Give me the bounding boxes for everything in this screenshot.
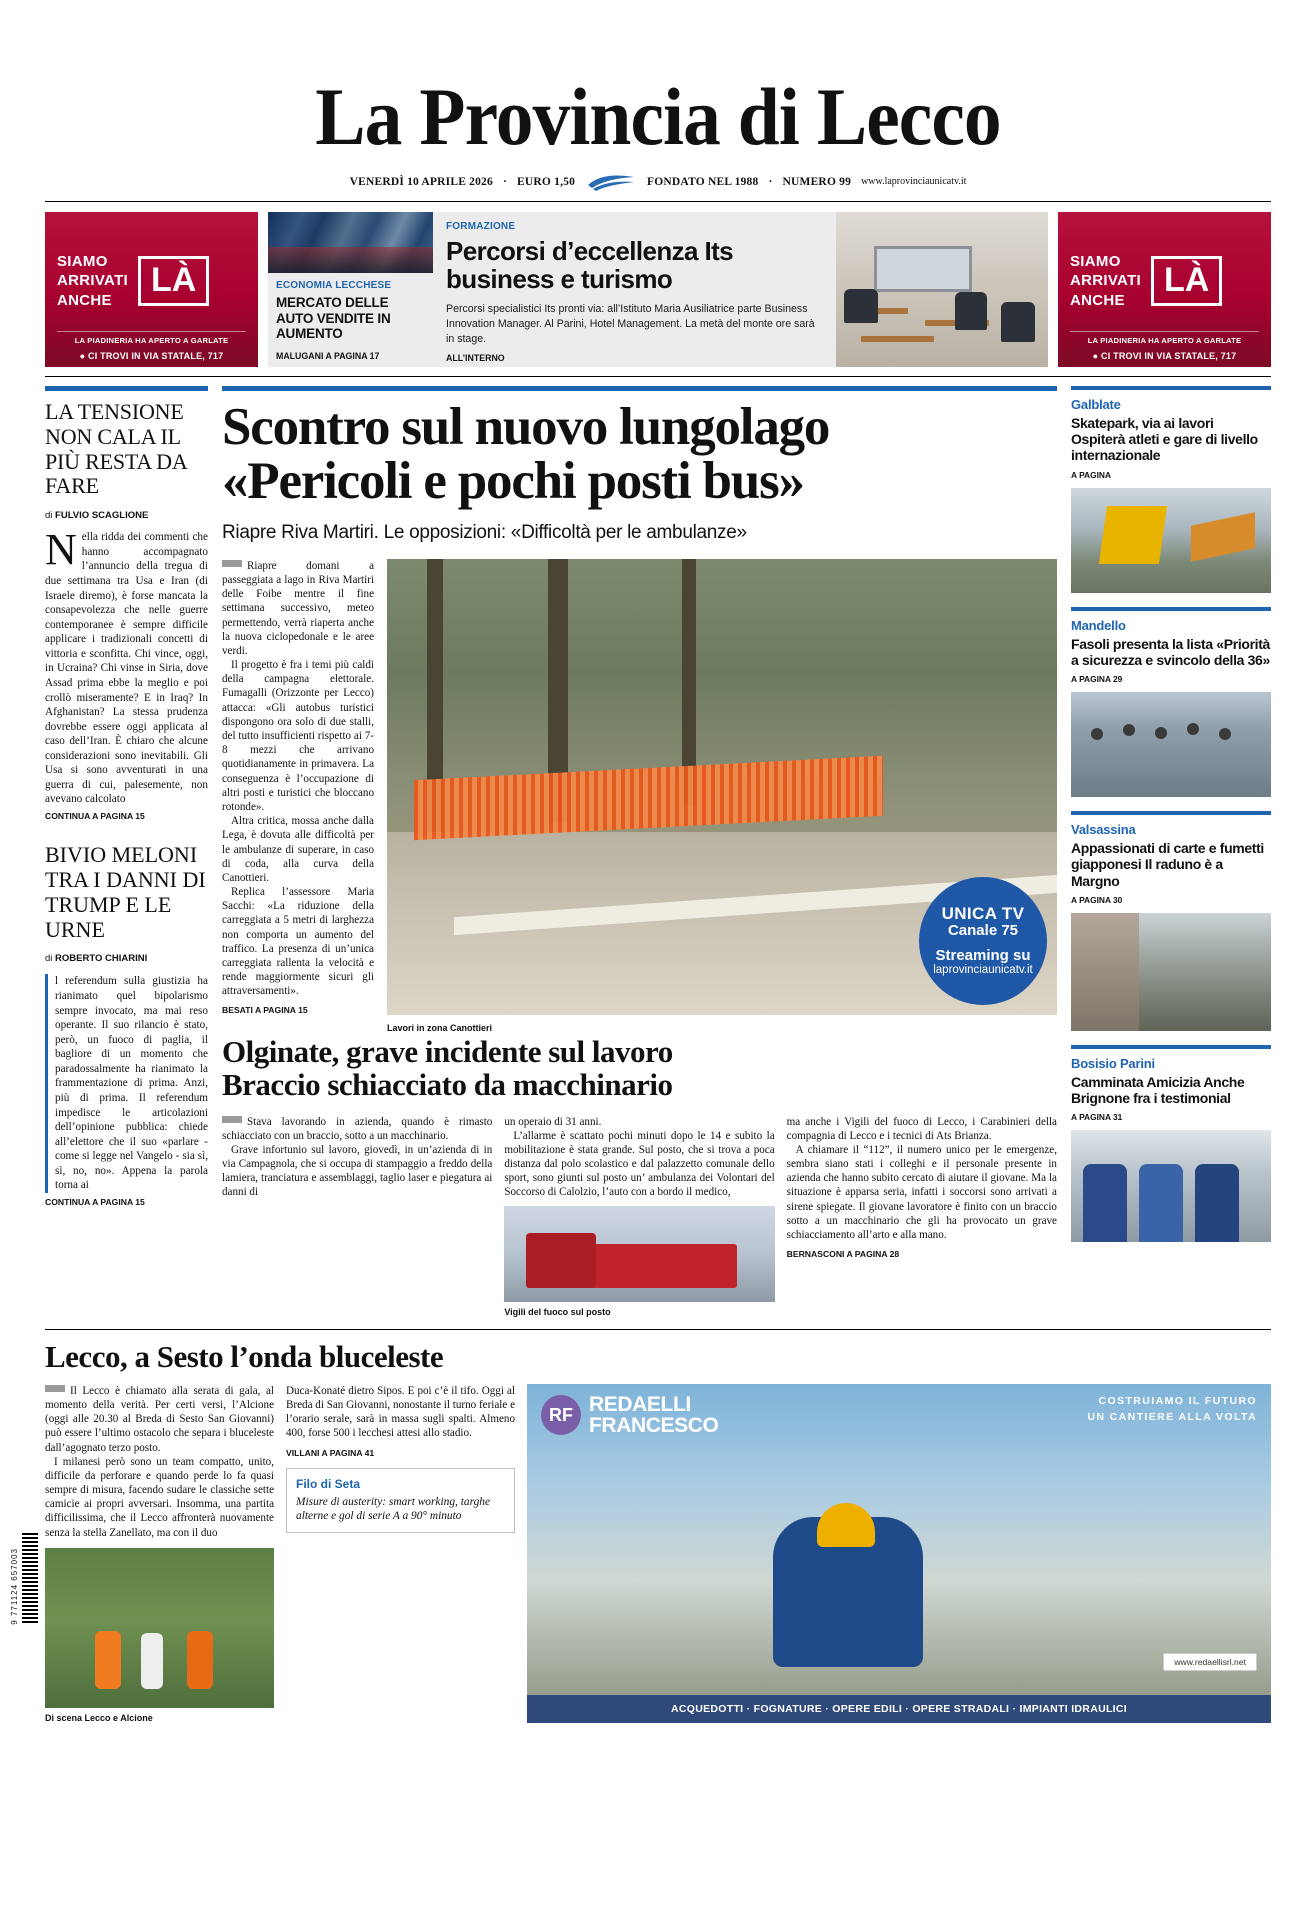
fire-truck-cab-shape [526, 1233, 596, 1289]
classroom-photo [836, 212, 1048, 367]
strip-divider [45, 376, 1271, 377]
promo-economy-byline: MALUGANI A PAGINA 17 [276, 350, 380, 361]
story2-column-1 [222, 1115, 492, 1317]
story2-columns [222, 1115, 1057, 1317]
sidebar-headline: Skatepark, via ai lavori Ospiterà atleti e gare di livello internazionale [1071, 414, 1258, 464]
athlete-shape [1083, 1164, 1127, 1242]
stone-wall-shape [1071, 913, 1139, 1031]
sidebar-kicker: Mandello [1071, 617, 1126, 633]
advert-piadineria-right[interactable] [1058, 212, 1271, 367]
advert-right-address-text: CI TROVI IN VIA STATALE, 717 [1101, 350, 1237, 361]
advert-left-address [45, 351, 258, 361]
sidebar-headline: Appassionati di carte e fumetti giapponesi Il raduno è a Margno [1071, 840, 1264, 889]
unica-tv-badge[interactable] [919, 877, 1047, 1005]
student-shape [844, 289, 878, 323]
advert-redaelli[interactable] [527, 1384, 1271, 1723]
story2-photo-caption: Vigili del fuoco sul posto [504, 1306, 611, 1317]
masthead-divider [45, 201, 1271, 202]
advert-right-address [1058, 351, 1271, 361]
sport-column-1 [45, 1384, 274, 1723]
opinion-2-by-prefix: di [45, 953, 53, 965]
sport-paragraph-text: Il Lecco è chiamato alla serata di gala, al momento della verità. Per certi versi, l’Alcione (oggi alle 20.30 al Breda di Sesto San Giovanni) può essere l’ultimo ostacolo che separa i bluceleste dall’agognato terzo posto. [45, 1384, 274, 1454]
issue-number: NUMERO 99 [782, 175, 852, 188]
opinion-1-dropcap: N [45, 525, 77, 575]
advert-left-footnote: LA PIADINERIA HA APERTO A GARLATE [57, 331, 246, 345]
tv-badge-line-3: Streaming su [935, 946, 1031, 964]
story2-paragraph: A chiamare il “112”, il numero unico per le emergenze, sembra siano stati i colleghi e il personale presente in azienda che hanno subito cercato di aiutare il giovane. Ma la situazione è apparsa seria, infatti i soccorsi sono arrivati a sirene spiegate. Il giovane lavoratore è finito con un braccio sotto a un macchinario che gli ha provocato un grave schiacciamento all’arto e alla mano. [786, 1143, 1057, 1242]
filo-body: Misure di austerity: smart working, targhe alterne e gol di serie A a 90° minuto [296, 1495, 491, 1523]
sidebar-page-ref[interactable]: A PAGINA 31 [1071, 1112, 1123, 1123]
opinion-1-author: FULVIO SCAGLIONE [55, 510, 149, 522]
advert-redaelli-url[interactable]: www.redaellisrl.net [1163, 1653, 1257, 1671]
sport-grid [45, 1384, 1271, 1723]
promo-box [268, 212, 1048, 367]
sport-text-area [45, 1384, 515, 1723]
student-shape [955, 292, 987, 329]
barcode-number: 9 771124 657003 [10, 1548, 19, 1625]
barcode-bars-icon [22, 1533, 38, 1625]
sidebar-kicker: Bosisio Parini [1071, 1055, 1155, 1071]
story2-headline-line-1[interactable]: Olginate, grave incidente sul lavoro [222, 1033, 673, 1069]
opinion-1-byline [45, 510, 208, 521]
cover-price: EURO 1,50 [517, 175, 576, 188]
whiteboard-shape [874, 246, 972, 293]
advert-left-inner [57, 252, 246, 311]
village-alley-photo [1071, 913, 1271, 1031]
advert-redaelli-header [541, 1394, 1257, 1437]
orange-safety-fence-shape [414, 756, 883, 841]
website-url[interactable]: www.laprovinciaunicatv.it [861, 176, 967, 188]
sidebar-rule [1071, 1045, 1271, 1049]
lead-photo-caption: Lavori in zona Canottieri [387, 1022, 493, 1033]
story2-column-3 [787, 1115, 1057, 1317]
story2-column-2 [504, 1115, 774, 1317]
advert-left-address-text: CI TROVI IN VIA STATALE, 717 [88, 350, 224, 361]
opinion-2 [45, 843, 208, 1207]
advert-redaelli-name [589, 1394, 718, 1437]
tv-badge-line-1: UNICA TV [941, 903, 1025, 923]
story2-headline-line-2[interactable]: Braccio schiacciato da macchinario [222, 1067, 673, 1103]
person-head-shape [1123, 724, 1135, 736]
promo-economy-text [268, 273, 433, 367]
opinion-2-continue[interactable]: CONTINUA A PAGINA 15 [45, 1196, 145, 1207]
advert-left-slogan [57, 252, 128, 311]
skatepark-construction-photo [1071, 488, 1271, 593]
person-head-shape [1091, 728, 1103, 740]
opinion-1-body [45, 525, 208, 807]
dateline-separator-1: · [502, 175, 508, 188]
opinion-2-author: ROBERTO CHIARINI [55, 953, 148, 965]
tv-badge-line-4: laprovinciaunicatv.it [933, 964, 1033, 977]
advert-right-line-1: SIAMO [1070, 252, 1121, 270]
skate-ramp-shape [1191, 512, 1255, 561]
person-head-shape [1219, 728, 1231, 740]
player-shape [95, 1631, 121, 1689]
advert-right-line-2: ARRIVATI [1070, 272, 1142, 290]
sidebar-page-ref[interactable]: A PAGINA 30 [1071, 894, 1123, 905]
filo-di-seta-box[interactable] [286, 1468, 515, 1534]
fire-truck-photo [504, 1206, 774, 1302]
lead-subheadline: Riapre Riva Martiri. Le opposizioni: «Difficoltà per le ambulanze» [222, 521, 747, 543]
advert-redaelli-tag-line-1: COSTRUIAMO IL FUTURO [1098, 1394, 1257, 1407]
lead-story-column [222, 386, 1057, 1317]
dateline-separator-2: · [768, 175, 773, 188]
story2-paragraph: un operaio di 31 anni. [504, 1115, 602, 1128]
promo-formazione-item[interactable] [433, 212, 836, 367]
opinion-top-rule [45, 386, 208, 391]
sidebar-item-mandello[interactable] [1071, 607, 1271, 797]
promo-formazione-headline: Percorsi d’eccellenza Its business e turismo [446, 235, 734, 294]
lead-headline-line-2[interactable]: «Pericoli e pochi posti bus» [222, 451, 804, 510]
player-shape [187, 1631, 213, 1689]
advert-redaelli-services: ACQUEDOTTI · FOGNATURE · OPERE EDILI · OPERE STRADALI · IMPIANTI IDRAULICI [527, 1695, 1271, 1723]
story2-paragraph: L’allarme è scattato pochi minuti dopo le 14 e subito la mobilitazione è stata grande. Sul posto, che si trova a poca distanza dal polo scolastico e dal palazzetto comunale dello sport, sono giunti sul posto un’ ambulanza dei Volontari del Soccorso di Calolzio, l’auto con a bordo il medico, [504, 1129, 775, 1199]
lead-paragraph: Altra critica, mossa anche dalla Lega, è dovuta alle difficoltà per le ambulanze di superare, in caso di coda, alla curva della Canottieri. [222, 815, 374, 884]
sidebar-headline: Fasoli presenta la lista «Priorità a sicurezza e svincolo della 36» [1071, 635, 1270, 668]
story2-byline[interactable]: BERNASCONI A PAGINA 28 [786, 1249, 900, 1260]
paragraph-marker-icon [222, 560, 242, 567]
promo-economy-headline: MERCATO DELLE AUTO VENDITE IN AUMENTO [276, 294, 391, 342]
lead-paragraph [222, 559, 374, 658]
athletes-photo [1071, 1130, 1271, 1242]
lead-body-wrap [222, 559, 1057, 1033]
sidebar-item-bosisio-parini[interactable] [1071, 1045, 1271, 1242]
advert-left-line-1: SIAMO [57, 252, 108, 270]
sidebar-rule [1071, 811, 1271, 815]
story2-paragraph-text: Stava lavorando in azienda, quando è rimasto schiacciato con un braccio, sotto a un macchinario. [222, 1115, 493, 1142]
sport-paragraph: I milanesi però sono un team compatto, unito, difficile da perforare e quando perde lo fa quasi sempre di misura, facendo sudare le classiche sette camicie ai propri avversari. Insomma, una partita difficilissima, che il Lecco affronterà nuovamente senza la stella Zanellato, ma con il duo [45, 1455, 274, 1539]
sidebar-column [1071, 386, 1271, 1317]
paragraph-marker-icon [222, 1116, 242, 1123]
lead-top-rule [222, 386, 1057, 391]
football-match-photo [45, 1548, 274, 1708]
lead-byline[interactable]: BESATI A PAGINA 15 [222, 1004, 308, 1015]
lead-headline-line-1[interactable]: Scontro sul nuovo lungolago [222, 397, 830, 456]
filo-title: Filo di Seta [296, 1476, 361, 1491]
paragraph-marker-icon [45, 1385, 65, 1392]
founded-year: FONDATO NEL 1988 [647, 175, 759, 188]
sport-column-2 [286, 1384, 515, 1723]
opinion-2-title[interactable]: BIVIO MELONI TRA I DANNI DI TRUMP E LE URNE [45, 842, 206, 942]
story2-paragraph: Grave infortunio sul lavoro, giovedì, in un’azienda di in via Campagnola, che si occupa di stampaggio a freddo della lamiera, tranciatura e assemblaggi, taglio laser e piegatura ai danni di [222, 1143, 493, 1199]
opinion-2-accent-bar [45, 974, 48, 1192]
opinion-2-body-wrap [45, 974, 208, 1192]
advert-right-line-3: ANCHE [1070, 292, 1125, 310]
sidebar-item-valsassina[interactable] [1071, 811, 1271, 1031]
advert-right-slogan [1070, 252, 1141, 311]
opinion-1-continue[interactable]: CONTINUA A PAGINA 15 [45, 811, 145, 822]
opinion-1-title[interactable]: LA TENSIONE NON CALA IL PIÙ RESTA DA FARE [45, 398, 187, 499]
sidebar-page-ref[interactable]: A PAGINA 29 [1071, 674, 1123, 685]
advert-right-footnote: LA PIADINERIA HA APERTO A GARLATE [1070, 331, 1259, 345]
person-head-shape [1155, 727, 1167, 739]
lead-paragraph: Replica l’assessore Maria Sacchi: «La riduzione della carreggiata a 5 metri di larghezza non comporta un aumento del traffico. La presenza di un’unica carreggiata rallenta la velocità e rende maggiormente sicuri gli attraversamenti». [222, 886, 374, 998]
main-content-grid [45, 386, 1271, 1317]
safety-helmet-shape [817, 1503, 875, 1547]
advert-piadineria-left[interactable] [45, 212, 258, 367]
sport-section [45, 1340, 1271, 1723]
lead-paragraph-text: Riapre domani a passeggiata a lago in Riva Martiri delle Foibe mentre il fine settimana successivo, meteo permettendo, verrà riaperta anche la nuova ciclopedonale e le aree verdi. [222, 559, 374, 657]
athlete-shape [1139, 1164, 1183, 1242]
advert-redaelli-name-line-1: REDAELLI [589, 1392, 691, 1416]
location-pin-icon: ● [1092, 350, 1099, 361]
advert-right-inner [1070, 252, 1259, 311]
promo-economy-kicker: ECONOMIA LECCHESE [276, 279, 392, 291]
promo-economy-item[interactable] [268, 212, 433, 367]
sidebar-rule [1071, 386, 1271, 390]
wave-logo-icon [585, 172, 637, 192]
sport-byline[interactable]: VILLANI A PAGINA 41 [286, 1447, 375, 1458]
excavator-shape [1099, 506, 1167, 564]
advert-left-line-3: ANCHE [57, 292, 112, 310]
story2-paragraph: ma anche i Vigili del fuoco di Lecco, i Carabinieri della compagnia di Lecco e i tecnici di Ats Brianza. [786, 1115, 1057, 1142]
opinion-2-body: l referendum sulla giustizia ha rianimato quel bipolarismo sempre invocato, ma mai reso operante. Il suo rilancio è stato, però, un fuoco di paglia, il bagliore di un momento che paradossalmente ha rianimato la frammentazione di prima. Anzi, più di prima. Il referendum impedisce le articolazioni dell’opinione pubblica: chiede all’elettore che il suo «parlare - come si legge nel Vangelo - sia sì, sì, no, no». Appena la parola torna ai [55, 975, 208, 1192]
dateline [45, 172, 1271, 192]
masthead [45, 0, 1271, 202]
parked-cars-photo [268, 212, 433, 273]
advert-redaelli-tag-line-2: UN CANTIERE ALLA VOLTA [1087, 1410, 1257, 1423]
lead-text-column [222, 559, 374, 1015]
advert-redaelli-tagline [1087, 1394, 1257, 1426]
publication-date: VENERDÌ 10 APRILE 2026 [349, 175, 493, 188]
opinion-1-text: ella ridda dei commenti che hanno accompagnato l’annuncio della tregua di due settimana tra Usa e Iran (di Israele diremo), è forse mancata la consapevolezza che nelle guerre contemporanee è sempre difficile applicare i tradizionali concetti di vittoria e sconfitta. Chi vince, oggi, in Ucraina? Chi vinse in Siria, dove Assad prima ebbe la meglio e poi crollò miseramente? E in Iraq? In Afghanistan? La stessa prudenza dovrebbe essere oggi applicata al caso dell’Iran. È chiaro che alcune considerazioni sono inevitabili. Gli Usa si sono avventurati in una guerra di cui, palesemente, non avevano calcolato [45, 531, 208, 806]
person-head-shape [1187, 723, 1199, 735]
opinion-column [45, 386, 208, 1317]
advert-left-badge: LÀ [138, 256, 209, 306]
student-shape [1001, 302, 1035, 342]
lead-paragraph: Il progetto è fra i temi più caldi della campagna elettorale. Fumagalli (Orizzonte per Lecco) attacca: «Gli autobus turistici dispongono ora solo di due stalli, del tutto insufficienti rispetto ai 7-8 mezzi che arrivano quotidianamente in primavera. La conseguenza è l’occupazione di altri posti e turistici che bloccano rotonde». [222, 659, 374, 813]
player-shape [141, 1633, 163, 1689]
sport-paragraph: Duca-Konaté dietro Sipos. E poi c’è il tifo. Oggi al Breda di San Giovanni, nonostante il turno feriale e l’orario serale, sarà in massa sugli spalti. Almeno 400, forse 500 i lecchesi attesi allo stadio. [286, 1384, 515, 1440]
athlete-shape [1195, 1164, 1239, 1242]
sidebar-rule [1071, 607, 1271, 611]
opinion-2-byline [45, 953, 208, 964]
candidates-group-photo [1071, 692, 1271, 797]
sidebar-item-galblate[interactable] [1071, 386, 1271, 593]
advert-redaelli-name-line-2: FRANCESCO [589, 1414, 719, 1438]
sidebar-kicker: Galblate [1071, 396, 1121, 412]
opinion-1-by-prefix: di [45, 510, 53, 522]
sport-divider [45, 1329, 1271, 1330]
story-olginate [222, 1035, 1057, 1317]
advert-right-badge: LÀ [1151, 256, 1222, 306]
sport-headline[interactable]: Lecco, a Sesto l’onda bluceleste [45, 1338, 444, 1374]
promo-formazione-footer: ALL’INTERNO [446, 353, 505, 364]
top-promo-strip [45, 212, 1271, 367]
promo-formazione-kicker: FORMAZIONE [446, 220, 516, 232]
lakefront-roadworks-photo [387, 559, 1057, 1033]
promo-formazione-body: Percorsi specialistici Its pronti via: all’Istituto Maria Ausiliatrice parte Business Innovation Manager. Al Parini, Hotel Management. La metà del monte ore sarà in stage. [446, 303, 815, 346]
sidebar-kicker: Valsassina [1071, 822, 1136, 838]
story2-paragraph [222, 1115, 492, 1143]
sport-photo-caption: Di scena Lecco e Alcione [45, 1712, 153, 1723]
sidebar-page-ref[interactable]: A PAGINA [1071, 469, 1112, 480]
sidebar-headline: Camminata Amicizia Anche Brignone fra i testimonial [1071, 1073, 1245, 1106]
advert-left-line-2: ARRIVATI [57, 272, 129, 290]
sport-paragraph [45, 1384, 274, 1455]
desk-shape [861, 336, 933, 342]
advert-redaelli-logo [541, 1394, 718, 1437]
tv-badge-line-2: Canale 75 [947, 921, 1019, 939]
redaelli-monogram-icon: RF [541, 1395, 581, 1435]
newspaper-title: La Provincia di Lecco [315, 71, 1001, 162]
location-pin-icon: ● [79, 350, 86, 361]
